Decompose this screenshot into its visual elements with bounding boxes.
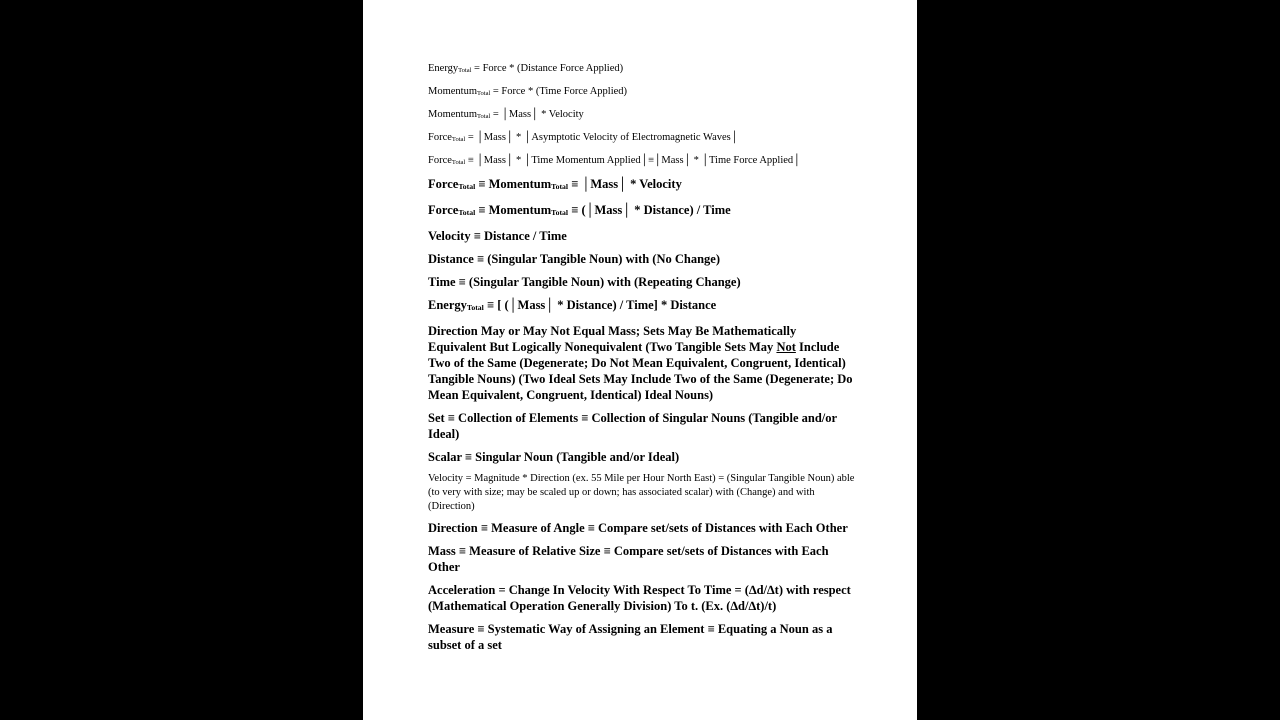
definition-scalar: Scalar ≡ Singular Noun (Tangible and/or Ideal) xyxy=(428,450,680,464)
equation-momentum-total-velocity: Momentum$_{Total}$ = │Mass│ * Velocity xyxy=(428,109,584,120)
equation-momentum-total-time: Momentum$_{Total}$ = Force * (Time Force Applied) xyxy=(428,86,628,97)
document-page xyxy=(363,0,917,720)
definition-direction: Direction ≡ Measure of Angle ≡ Compare set/sets of Distances with Each Other xyxy=(428,521,848,535)
equation-force-momentum-distance: Force$_{Total}$ ≡ Momentum$_{Total}$ ≡ (│Mass│ * Distance) / Time xyxy=(428,203,731,217)
definition-velocity: Velocity ≡ Distance / Time xyxy=(428,229,567,243)
definition-distance: Distance ≡ (Singular Tangible Noun) with (No Change) xyxy=(428,252,721,266)
equation-energy-total: Energy$_{Total}$ = Force * (Distance Force Applied) xyxy=(428,63,624,74)
definition-acceleration: Acceleration = Change In Velocity With Respect To Time = (∆d/∆t) with respect (Mathematical Operation Generally Division) To t. (Ex. (∆d/∆t)/t) xyxy=(428,583,851,613)
paragraph-direction-sets: Direction May or May Not Equal Mass; Sets May Be Mathematically Equivalent But Logically Nonequivalent (Two Tangible Sets May Not Include Two of the Same (Degenerate; Do Not Mean Equivalent, Congruent, Identical) Tangible Nouns) (Two Ideal Sets May Include Two of the Same (Degenerate; Do Mean Equivalent, Congruent, Identical) Ideal Nouns) xyxy=(428,324,853,402)
definition-velocity-magnitude: Velocity = Magnitude * Direction (ex. 55 Mile per Hour North East) = (Singular Tangible Noun) able (to very with size; may be scaled up or down; has associated scalar) with (Change) and with (Direction) xyxy=(428,473,855,512)
equation-energy-bracket: Energy$_{Total}$ ≡ [ (│Mass│ * Distance) / Time] * Distance xyxy=(428,298,717,312)
definition-set: Set ≡ Collection of Elements ≡ Collection of Singular Nouns (Tangible and/or Ideal) xyxy=(428,411,837,441)
definition-time: Time ≡ (Singular Tangible Noun) with (Repeating Change) xyxy=(428,275,741,289)
definition-measure: Measure ≡ Systematic Way of Assigning an Element ≡ Equating a Noun as a subset of a set xyxy=(428,622,833,652)
equation-force-total-time: Force$_{Total}$ ≡ │Mass│ * │Time Momentum Applied│≡│Mass│ * │Time Force Applied│ xyxy=(428,155,801,166)
equation-force-momentum-velocity: Force$_{Total}$ ≡ Momentum$_{Total}$ ≡ │Mass│ * Velocity xyxy=(428,177,682,191)
equation-force-total-asymptotic: Force$_{Total}$ = │Mass│ * │Asymptotic Velocity of Electromagnetic Waves│ xyxy=(428,132,739,143)
definition-mass: Mass ≡ Measure of Relative Size ≡ Compare set/sets of Distances with Each Other xyxy=(428,544,829,574)
